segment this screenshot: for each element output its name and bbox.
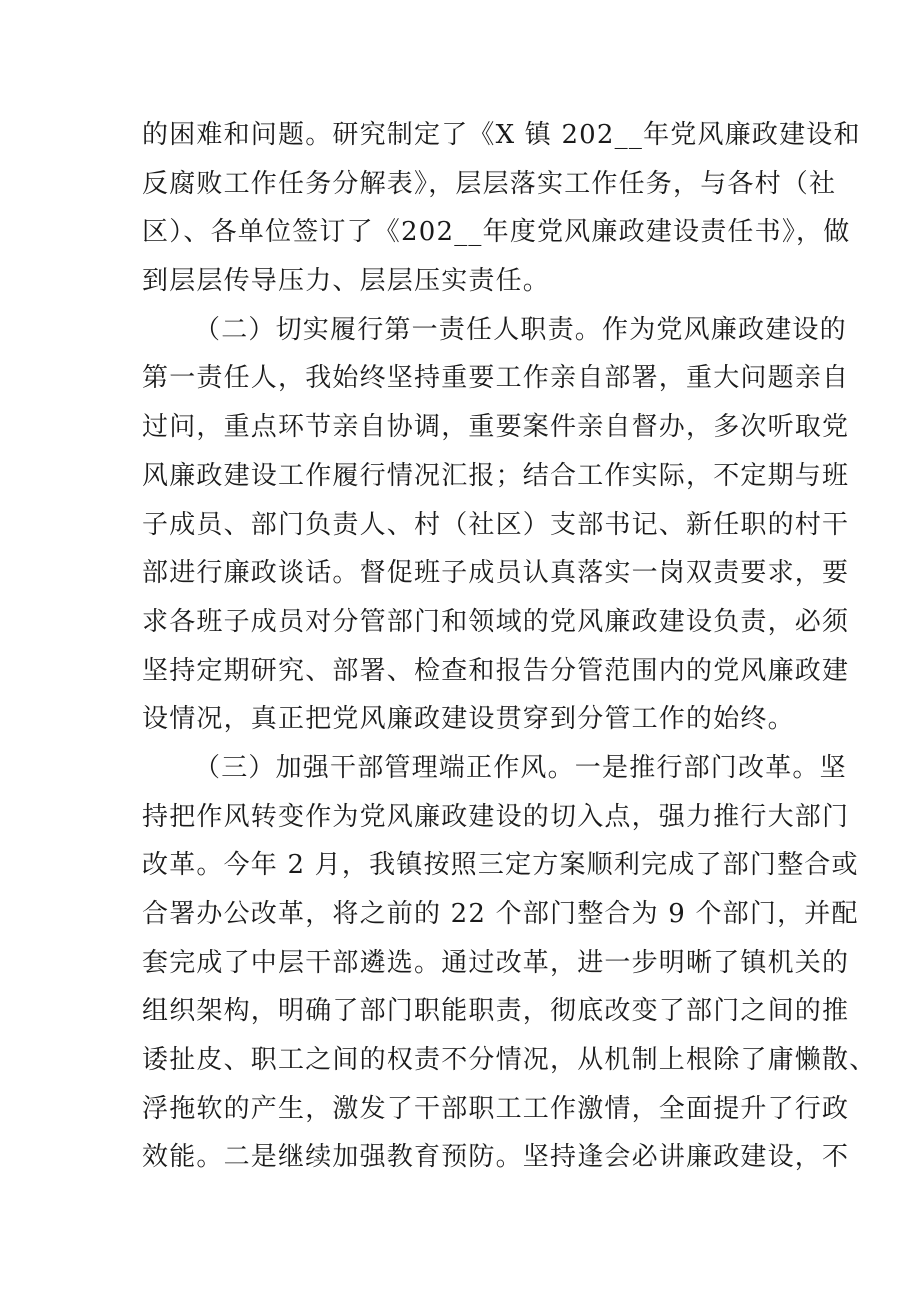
text-line: 套完成了中层干部遴选。通过改革，进一步明晰了镇机关的 (142, 947, 850, 978)
paragraph-end-line: 到层层传导压力、层层压实责任。 (142, 266, 551, 297)
text-line: 组织架构，明确了部门职能职责，彻底改变了部门之间的推 (142, 996, 850, 1027)
text-line: 第一责任人，我始终坚持重要工作亲自部署，重大问题亲自 (142, 363, 850, 394)
text-line: 求各班子成员对分管部门和领域的党风廉政建设负责，必须 (142, 606, 850, 637)
text-line: 改革。今年 2 月，我镇按照三定方案顺利完成了部门整合或 (142, 850, 859, 881)
text-line: 效能。二是继续加强教育预防。坚持逢会必讲廉政建设，不 (142, 1142, 850, 1173)
text-line: 过问，重点环节亲自协调，重要案件亲自督办，多次听取党 (142, 412, 850, 443)
text-line: 浮拖软的产生，激发了干部职工工作激情，全面提升了行政 (142, 1093, 850, 1124)
text-line: 合署办公改革，将之前的 22 个部门整合为 9 个部门，并配 (142, 899, 859, 929)
text-line: 坚持定期研究、部署、检查和报告分管范围内的党风廉政建 (142, 655, 850, 686)
paragraph-first-line: （三）加强干部管理端正作风。一是推行部门改革。坚 (194, 752, 847, 783)
text-line: 的困难和问题。研究制定了《X 镇 202__年党风廉政建设和 (142, 120, 861, 150)
text-line: 诿扯皮、职工之间的权责不分情况，从机制上根除了庸懒散、 (142, 1045, 877, 1076)
document-body (142, 111, 877, 1182)
text-line: 反腐败工作任务分解表》，层层落实工作任务，与各村（社 (142, 168, 837, 199)
text-line: 子成员、部门负责人、村（社区）支部书记、新任职的村干 (142, 509, 850, 540)
text-line: 风廉政建设工作履行情况汇报；结合工作实际，不定期与班 (142, 460, 850, 491)
paragraph-end-line: 设情况，真正把党风廉政建设贯穿到分管工作的始终。 (142, 704, 795, 735)
text-line: 部进行廉政谈话。督促班子成员认真落实一岗双责要求，要 (142, 558, 850, 589)
text-line: 持把作风转变作为党风廉政建设的切入点，强力推行大部门 (142, 801, 850, 832)
paragraph-first-line: （二）切实履行第一责任人职责。作为党风廉政建设的 (194, 314, 847, 345)
text-line: 区）、各单位签订了《202__年度党风廉政建设责任书》，做 (142, 217, 851, 248)
